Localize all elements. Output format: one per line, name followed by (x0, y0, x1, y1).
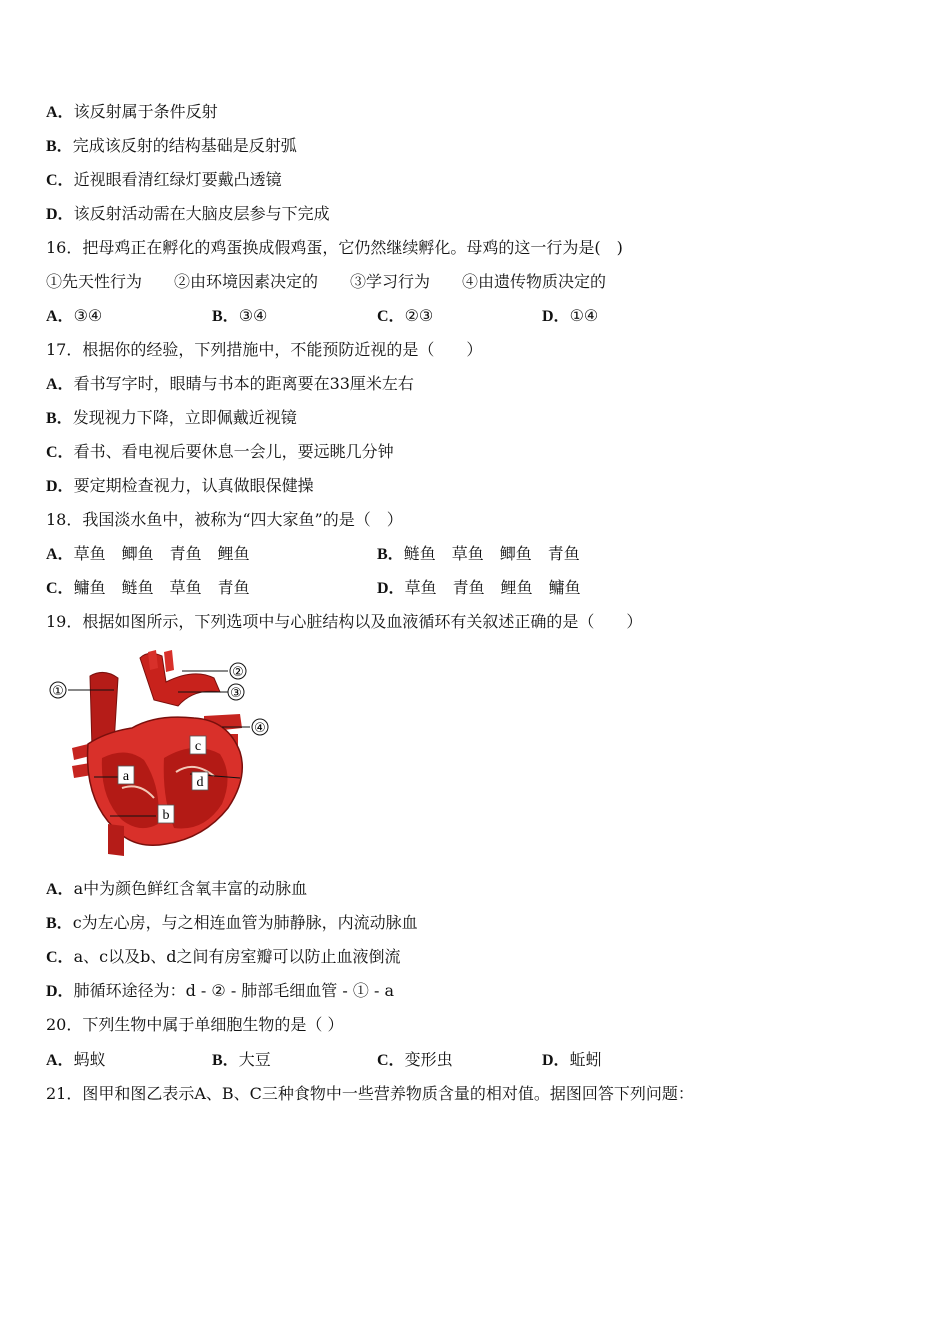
q16-stem: 16．把母鸡正在孵化的鸡蛋换成假鸡蛋，它仍然继续孵化。母鸡的这一行为是( ) (46, 238, 623, 257)
q15-option-c: C．近视眼看清红绿灯要戴凸透镜 (46, 170, 282, 189)
label-b: b (162, 808, 170, 823)
q15-option-b: B．完成该反射的结构基础是反射弧 (46, 136, 297, 155)
label-3: ③ (230, 686, 242, 701)
label-d: d (196, 775, 204, 790)
q16-items: ①先天性行为 ②由环境因素决定的 ③学习行为 ④由遗传物质决定的 (46, 272, 607, 291)
q18-option-b: B．鲢鱼 草鱼 鲫鱼 青鱼 (377, 544, 580, 563)
q18-option-d: D．草鱼 青鱼 鲤鱼 鳙鱼 (377, 578, 581, 597)
q18-option-a: A．草鱼 鲫鱼 青鱼 鲤鱼 (46, 544, 250, 563)
q15-option-d: D．该反射活动需在大脑皮层参与下完成 (46, 204, 330, 223)
q18-stem: 18．我国淡水鱼中，被称为“四大家鱼”的是（ ） (46, 510, 403, 529)
label-c: c (194, 739, 202, 754)
label-a: a (122, 769, 130, 784)
q16-option-a: A．③④ (46, 306, 103, 325)
q16-option-c: C．②③ (377, 306, 434, 325)
q17-option-d: D．要定期检查视力，认真做眼保健操 (46, 476, 314, 495)
q20-option-b: B．大豆 (212, 1050, 271, 1069)
q19-option-d: D．肺循环途径为：d - ② - 肺部毛细血管 - ① - a (46, 981, 395, 1000)
label-4: ④ (254, 721, 266, 736)
q18-option-c: C．鳙鱼 鲢鱼 草鱼 青鱼 (46, 578, 250, 597)
q17-option-a: A．看书写字时，眼睛与书本的距离要在33厘米左右 (46, 374, 414, 393)
q17-stem: 17．根据你的经验，下列措施中，不能预防近视的是（ ） (46, 340, 483, 359)
heart-diagram (44, 648, 276, 858)
artery-branch-2 (164, 650, 174, 672)
q19-stem: 19．根据如图所示，下列选项中与心脏结构以及血液循环有关叙述正确的是（ ） (46, 612, 643, 631)
q19-option-b: B．c为左心房，与之相连血管为肺静脉，内流动脉血 (46, 913, 418, 932)
label-1: ① (52, 684, 64, 699)
label-2: ② (232, 665, 244, 680)
q21-stem: 21．图甲和图乙表示A、B、C三种食物中一些营养物质含量的相对值。据图回答下列问题： (46, 1084, 694, 1103)
q15-option-a: A．该反射属于条件反射 (46, 102, 218, 121)
q19-option-c: C．a、c以及b、d之间有房室瓣可以防止血液倒流 (46, 947, 401, 966)
q20-option-c: C．变形虫 (377, 1050, 453, 1069)
q20-stem: 20．下列生物中属于单细胞生物的是（ ） (46, 1015, 344, 1034)
q19-option-a: A．a中为颜色鲜红含氧丰富的动脉血 (46, 879, 308, 898)
q16-option-b: B．③④ (212, 306, 268, 325)
inferior-vena-cava-shape (108, 824, 124, 856)
q17-option-c: C．看书、看电视后要休息一会儿，要远眺几分钟 (46, 442, 394, 461)
q16-option-d: D．①④ (542, 306, 599, 325)
q20-option-a: A．蚂蚁 (46, 1050, 106, 1069)
q20-option-d: D．蚯蚓 (542, 1050, 602, 1069)
q17-option-b: B．发现视力下降，立即佩戴近视镜 (46, 408, 297, 427)
